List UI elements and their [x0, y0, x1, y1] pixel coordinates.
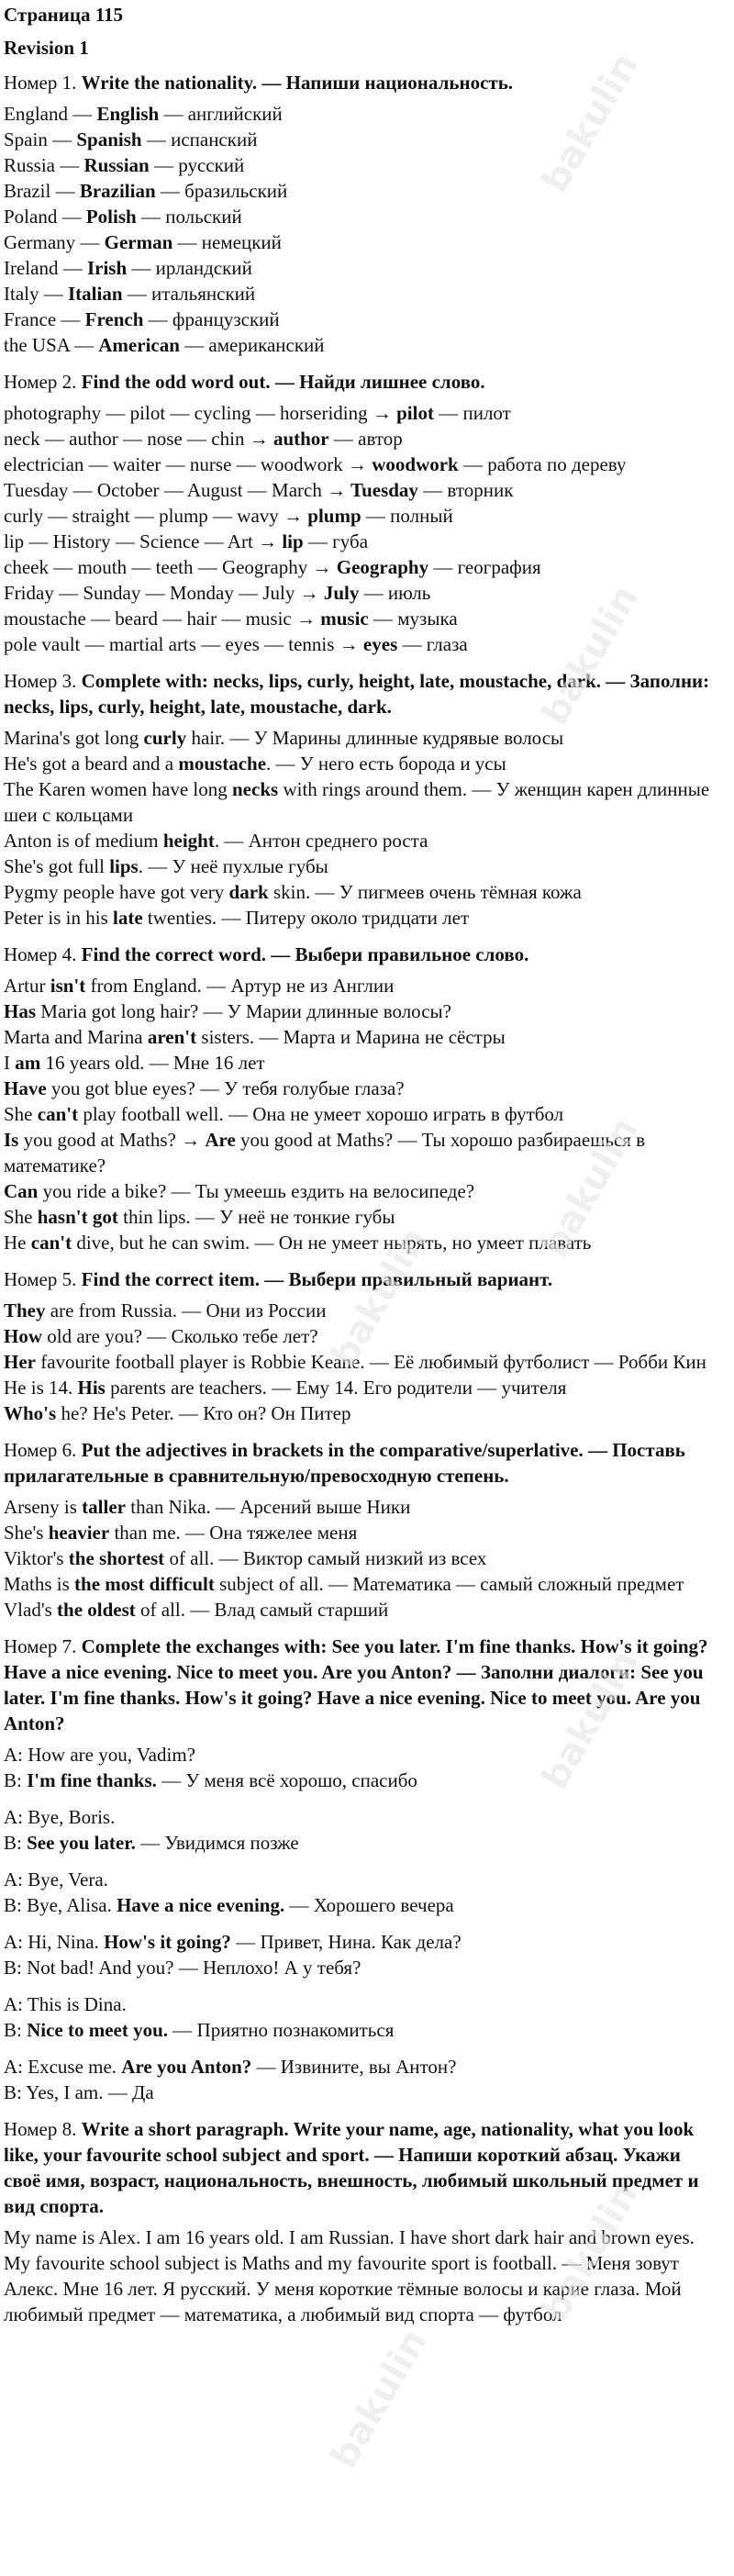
task-8-heading [4, 2116, 721, 2219]
text-before: She's got full [4, 855, 110, 877]
text-after: dive, but he can swim. — Он не умеет нырять, но умеет плавать [72, 1232, 592, 1254]
answer-line: Friday — Sunday — Monday — July → July — июль [4, 582, 431, 604]
translation: география [457, 556, 541, 578]
answer-line: photography — pilot — cycling — horseriding → pilot — пилот [4, 402, 511, 424]
speaker-b-text: B: [4, 1832, 28, 1854]
dialog-block [4, 1742, 721, 1793]
dialog-line-b [4, 2017, 721, 2043]
answer-line: Germany — German — немецкий [4, 231, 282, 253]
text-after: hair. — У Марины длинные кудрявые волосы [186, 727, 564, 749]
answer-line [4, 1178, 721, 1204]
answer-line [4, 1520, 721, 1545]
word-list: electrician — waiter — nurse — woodwork [4, 453, 343, 475]
text-after: you ride a bike? — Ты умеешь ездить на велосипеде? [38, 1180, 475, 1202]
task-instruction: Complete with: necks, lips, curly, height, late, moustache, dark. — Заполни: necks, lips, curly, height, late, moustache, dark. [4, 670, 710, 718]
answer-word: can't [30, 1232, 72, 1254]
answer-line: cheek — mouth — teeth — Geography → Geography — география [4, 556, 541, 578]
answer-line: Spain — Spanish — испанский [4, 128, 258, 151]
task-4-heading [4, 942, 721, 967]
dialog-line-b [4, 2080, 721, 2105]
country: Spain [4, 128, 48, 151]
speaker-a-text: A: Hi, Nina. [4, 1931, 105, 1953]
answer-word: taller [82, 1496, 126, 1518]
dialog-line-b [4, 1892, 721, 1918]
translation: работа по дереву [487, 453, 627, 475]
answer-word: His [77, 1377, 106, 1399]
text-before: Arseny is [4, 1496, 83, 1518]
country: France [4, 308, 57, 330]
odd-word: lip [282, 530, 304, 552]
text-after: from England. — Артур не из Англии [85, 975, 395, 997]
text-after: parents are teachers. — Ему 14. Его родители — учителя [105, 1377, 567, 1399]
nationality: Russian [83, 154, 150, 176]
answer-line [4, 1076, 721, 1101]
translation: пилот [462, 402, 511, 424]
answer-line [4, 1545, 721, 1571]
translation: русский [178, 154, 245, 176]
answer-line [4, 1349, 721, 1375]
arrow-icon: → [291, 608, 321, 630]
answer-phrase: I'm fine thanks. [27, 1769, 157, 1791]
answer-line [4, 905, 721, 931]
answer-line: Ireland — Irish — ирландский [4, 257, 252, 279]
task-number: Номер 7. [4, 1635, 77, 1657]
nationality: Brazilian [79, 180, 156, 202]
text-before: Pygmy people have got very [4, 881, 229, 903]
text-after: he? He's Peter. — Кто он? Он Питер [56, 1402, 351, 1424]
task-number: Номер 8. [4, 2118, 77, 2140]
task-4-answers [4, 973, 721, 1255]
word-list: Friday — Sunday — Monday — July [4, 582, 295, 604]
task-8-answer: My name is Alex. I am 16 years old. I am Russian. I have short dark hair and brown eyes. My favourite school subject is Maths and my favourite sport is football. — Меня зовут Алекс. Мне 16 лет. Я русский. У меня короткие тёмные волосы и карие глаза. Мой любимый предмет — математика, а любимый вид спорта — футбол [4, 2226, 695, 2325]
arrow-icon: → [244, 428, 273, 450]
answer-word: isn't [50, 975, 86, 997]
task-number: Номер 2. [4, 371, 77, 393]
text-after: of all. — Виктор самый низкий из всех [164, 1547, 487, 1569]
task-number: Номер 3. [4, 670, 77, 692]
answer-phrase: See you later. [27, 1832, 136, 1854]
answer-phrase: How's it going? [104, 1931, 231, 1953]
answer-line: England — English — английский [4, 103, 283, 125]
country: Ireland [4, 257, 59, 279]
text-after: skin. — У пигмеев очень тёмная кожа [268, 881, 582, 903]
answer-line: lip — History — Science — Art → lip — губа [4, 530, 369, 552]
answer-line [4, 1050, 721, 1076]
translation: глаза [426, 633, 468, 655]
answer-word: They [4, 1299, 46, 1321]
answer-line: Russia — Russian — русский [4, 154, 245, 176]
odd-word: Tuesday [350, 479, 418, 501]
task-6-answers [4, 1494, 721, 1623]
speaker-b-text: B: Bye, Alisa. [4, 1894, 117, 1916]
text-after: Maria got long hair? — У Марии длинные волосы? [36, 1000, 451, 1022]
translation: бразильский [184, 180, 288, 202]
translation: — Извините, вы Антон? [251, 2056, 457, 2078]
answer-line [4, 1101, 721, 1127]
answer-line: pole vault — martial arts — eyes — tennis → eyes — глаза [4, 633, 468, 655]
translation: американский [208, 334, 325, 356]
text-before: The Karen women have long [4, 778, 232, 800]
task-5-answers [4, 1298, 721, 1426]
word-list: photography — pilot — cycling — horseriding [4, 402, 368, 424]
answer-word: Has [4, 1000, 37, 1022]
answer-line [4, 1400, 721, 1426]
text-before: Viktor's [4, 1547, 69, 1569]
dialog-line-a [4, 2054, 721, 2080]
word-list: lip — History — Science — Art [4, 530, 253, 552]
text-before: She [4, 1206, 38, 1228]
text-before: Anton is of medium [4, 830, 163, 852]
nationality: Italian [67, 283, 123, 305]
arrow-icon: → [367, 402, 397, 424]
answer-line [4, 751, 721, 776]
text-before: She [4, 1103, 38, 1125]
odd-word: plump [307, 505, 361, 527]
answer-line: electrician — waiter — nurse — woodwork → woodwork — работа по дереву [4, 453, 627, 475]
text-before: Peter is in his [4, 907, 113, 929]
nationality: Irish [86, 257, 128, 279]
dialog-line-a [4, 1804, 721, 1830]
odd-word: July [323, 582, 360, 604]
task-instruction: Put the adjectives in brackets in the comparative/superlative. — Поставь прилагательные в сравнительную/превосходную степень. [4, 1439, 685, 1487]
answer-line [4, 1597, 721, 1623]
answer-line [4, 725, 721, 751]
watermark-logo: bakulin [322, 2322, 436, 2476]
answer-line: Tuesday — October — August — March → Tuesday — вторник [4, 479, 514, 501]
answer-line [4, 998, 721, 1024]
watermark-logo: bakulin [533, 578, 647, 732]
word-list: neck — author — nose — chin [4, 428, 245, 450]
country: Brazil [4, 180, 51, 202]
translation: польский [165, 206, 242, 228]
answer-line [4, 828, 721, 853]
answer-line [4, 853, 721, 879]
translation: полный [390, 505, 453, 527]
revision-heading: Revision 1 [4, 37, 89, 59]
text-after: sisters. — Марта и Марина не сёстры [196, 1026, 506, 1048]
dialog-block [4, 1804, 721, 1856]
watermark-logo: bakulin [533, 1643, 647, 1797]
nationality: English [96, 103, 160, 125]
task-7-dialogs [4, 1742, 721, 2105]
translation: — Привет, Нина. Как дела? [230, 1931, 462, 1953]
translation: английский [187, 103, 283, 125]
text-after: are from Russia. — Они из России [45, 1299, 327, 1321]
task-number: Номер 4. [4, 943, 77, 965]
translation: вторник [447, 479, 514, 501]
task-number: Номер 1. [4, 72, 77, 94]
speaker-b-text: B: [4, 2019, 28, 2041]
task-number: Номер 5. [4, 1268, 77, 1290]
text-after: of all. — Влад самый старший [135, 1599, 389, 1621]
country: the USA [4, 334, 70, 356]
dialog-line-b [4, 1955, 721, 1980]
watermark-logo: bakulin [322, 1221, 436, 1375]
task-1-heading [4, 70, 721, 95]
task-3-answers [4, 725, 721, 931]
task-3-heading [4, 668, 721, 719]
text-after: play football well. — Она не умеет хорошо играть в футбол [78, 1103, 564, 1125]
translation: немецкий [201, 231, 282, 253]
answer-word: am [15, 1052, 41, 1074]
answer-word: aren't [147, 1026, 197, 1048]
text-after: you good at Maths? → [18, 1129, 206, 1151]
answer-line [4, 1375, 721, 1400]
dialog-line-a [4, 1742, 721, 1768]
translation: итальянский [151, 283, 256, 305]
text-after: thin lips. — У неё не тонкие губы [117, 1206, 395, 1228]
watermark-logo: bakulin [533, 2175, 647, 2329]
answer-line: moustache — beard — hair — music → music — музыка [4, 608, 458, 630]
nationality: American [98, 334, 180, 356]
arrow-icon: → [295, 582, 324, 604]
task-instruction: Write the nationality. — Напиши национальность. [81, 72, 514, 94]
speaker-a-text: A: Bye, Boris. [4, 1806, 116, 1828]
country: England [4, 103, 68, 125]
nationality: Spanish [76, 128, 142, 151]
text-after: than me. — Она тяжелее меня [109, 1522, 358, 1544]
odd-word: woodwork [372, 453, 459, 475]
answer-line [4, 1298, 721, 1323]
answer-word: height [162, 830, 215, 852]
translation: музыка [397, 608, 458, 630]
text-before: I [4, 1052, 16, 1074]
text-before: He [4, 1232, 31, 1254]
task-instruction: Write a short paragraph. Write your name, age, nationality, what you look like, your favourite school subject and sport. — Напиши короткий абзац. Укажи своё имя, возраст, национальность, внешность, любимый школьный предмет и вид спорта. [4, 2118, 699, 2217]
text-after: old are you? — Сколько тебе лет? [42, 1325, 318, 1347]
word-list: curly — straight — plump — wavy [4, 505, 279, 527]
text-after: you got blue eyes? — У тебя голубые глаза? [46, 1077, 405, 1099]
answer-line [4, 1024, 721, 1050]
nationality: German [104, 231, 173, 253]
translation: — Приятно познакомиться [168, 2019, 395, 2041]
dialog-line-a [4, 1929, 721, 1955]
speaker-a-text: A: Bye, Vera. [4, 1868, 108, 1890]
text-before: Marina's got long [4, 727, 144, 749]
translation: июль [387, 582, 431, 604]
country: Poland [4, 206, 58, 228]
speaker-a-text: A: This is Dina. [4, 1993, 127, 2015]
task-number: Номер 6. [4, 1439, 77, 1461]
odd-word: Geography [336, 556, 429, 578]
answer-word: moustache [178, 753, 267, 775]
text-before: Vlad's [4, 1599, 58, 1621]
answer-word: Is [4, 1129, 19, 1151]
text-before: He is 14. [4, 1377, 78, 1399]
odd-word: music [320, 608, 369, 630]
answer-word: the oldest [57, 1599, 136, 1621]
text-after: . — Антон среднего роста [214, 830, 428, 852]
arrow-icon: → [334, 633, 363, 655]
arrow-icon: → [278, 505, 308, 527]
answer-line [4, 973, 721, 998]
dialog-line-b [4, 1830, 721, 1856]
answer-line: Poland — Polish — польский [4, 206, 242, 228]
text-before: Artur [4, 975, 50, 997]
answer-word: curly [143, 727, 187, 749]
translation: — Увидимся позже [135, 1832, 299, 1854]
translation: ирландский [155, 257, 252, 279]
task-5-heading [4, 1266, 721, 1292]
text-after: . — У него есть борода и усы [266, 753, 506, 775]
answer-line: the USA — American — американский [4, 334, 325, 356]
answer-line: curly — straight — plump — wavy → plump — полный [4, 505, 453, 527]
text-before: He's got a beard and a [4, 753, 179, 775]
answer-word: dark [228, 881, 269, 903]
task-6-heading [4, 1437, 721, 1489]
page-title: Страница 115 [4, 4, 124, 26]
answer-word: Who's [4, 1402, 57, 1424]
arrow-icon: → [342, 453, 373, 475]
dialog-block [4, 1991, 721, 2043]
dialog-block [4, 1867, 721, 1918]
word-list: moustache — beard — hair — music [4, 608, 292, 630]
answer-line: Brazil — Brazilian — бразильский [4, 180, 288, 202]
answer-line [4, 1127, 721, 1178]
answer-word: Can [4, 1180, 39, 1202]
word-list: pole vault — martial arts — eyes — tennis [4, 633, 335, 655]
answer-line [4, 1204, 721, 1230]
text-before: Maths is [4, 1573, 75, 1595]
answer-line: France — French — французский [4, 308, 280, 330]
task-instruction: Find the correct word. — Выбери правильное слово. [81, 943, 529, 965]
answer-line [4, 1571, 721, 1597]
answer-word: the most difficult [74, 1573, 215, 1595]
text-after: subject of all. — Математика — самый сложный предмет [214, 1573, 684, 1595]
answer-word: hasn't got [37, 1206, 118, 1228]
text-after: favourite football player is Robbie Keane. — Её любимый футболист — Робби Кин [35, 1351, 706, 1373]
speaker-b-text: B: Yes, I am. — Да [4, 2081, 154, 2103]
speaker-b-text: B: [4, 1769, 28, 1791]
translation: автор [358, 428, 403, 450]
answer-word: lips [109, 855, 139, 877]
corrected-word: Are [205, 1129, 236, 1151]
text-before: Marta and Marina [4, 1026, 148, 1048]
arrow-icon: → [252, 530, 283, 552]
text-after: 16 years old. — Мне 16 лет [40, 1052, 265, 1074]
dialog-line-a [4, 1867, 721, 1892]
dialog-block [4, 2054, 721, 2105]
nationality: Polish [85, 206, 137, 228]
answer-word: can't [37, 1103, 79, 1125]
text-after: than Nika. — Арсений выше Ники [125, 1496, 411, 1518]
answer-line [4, 1230, 721, 1255]
answer-phrase: Have a nice evening. [117, 1894, 285, 1916]
text-after-correction: you good at Maths? — Ты хорошо разбираешься в математике? [4, 1129, 646, 1176]
answer-phrase: Nice to meet you. [27, 2019, 169, 2041]
task-7-heading [4, 1634, 721, 1736]
answer-line: Italy — Italian — итальянский [4, 283, 256, 305]
answer-word: the shortest [68, 1547, 165, 1569]
translation: французский [172, 308, 280, 330]
odd-word: pilot [396, 402, 434, 424]
nationality: French [84, 308, 144, 330]
answer-word: late [113, 907, 143, 929]
answer-line [4, 776, 721, 828]
text-after: . — У неё пухлые губы [138, 855, 328, 877]
odd-word: author [272, 428, 329, 450]
answer-word: heavier [48, 1522, 110, 1544]
arrow-icon: → [307, 556, 337, 578]
task-instruction: Find the correct item. — Выбери правильный вариант. [81, 1268, 553, 1290]
text-after: with rings around them. — У женщин карен длинные шеи с кольцами [4, 778, 710, 826]
dialog-block [4, 1929, 721, 1980]
country: Germany [4, 231, 76, 253]
task-1-answers [4, 101, 721, 358]
answer-word: Her [4, 1351, 36, 1373]
answer-line [4, 1323, 721, 1349]
answer-word: necks [232, 778, 279, 800]
country: Russia [4, 154, 56, 176]
speaker-a-text: A: Excuse me. [4, 2056, 122, 2078]
answer-line [4, 879, 721, 905]
dialog-line-b [4, 1768, 721, 1793]
answer-line: neck — author — nose — chin → author — автор [4, 428, 403, 450]
translation: — У меня всё хорошо, спасибо [156, 1769, 417, 1791]
translation: — Хорошего вечера [284, 1894, 454, 1916]
answer-word: Have [4, 1077, 47, 1099]
country: Italy [4, 283, 39, 305]
dialog-line-a [4, 1991, 721, 2017]
speaker-b-text: B: Not bad! And you? — Неплохо! А у тебя? [4, 1957, 361, 1979]
arrow-icon: → [321, 479, 350, 501]
answer-line [4, 1494, 721, 1520]
answer-word: How [4, 1325, 42, 1347]
task-instruction: Complete the exchanges with: See you later. I'm fine thanks. How's it going? Have a nice evening. Nice to meet you. Are you Anton? — Заполни диалоги: See you later. I'm fine thanks. How's it going? Have a nice evening. Nice to meet you. Are you Anton? [4, 1635, 708, 1734]
translation: испанский [171, 128, 258, 151]
watermark-logo: bakulin [533, 1110, 647, 1265]
translation: губа [332, 530, 369, 552]
word-list: cheek — mouth — teeth — Geography [4, 556, 308, 578]
odd-word: eyes [362, 633, 398, 655]
speaker-a-text: A: How are you, Vadim? [4, 1744, 195, 1766]
text-before: She's [4, 1522, 49, 1544]
task-2-heading [4, 369, 721, 395]
answer-phrase: Are you Anton? [121, 2056, 252, 2078]
text-after: twenties. — Питеру около тридцати лет [142, 907, 470, 929]
task-2-answers [4, 400, 721, 657]
watermark-logo: bakulin [533, 46, 647, 200]
task-instruction: Find the odd word out. — Найди лишнее слово. [81, 371, 485, 393]
word-list: Tuesday — October — August — March [4, 479, 322, 501]
